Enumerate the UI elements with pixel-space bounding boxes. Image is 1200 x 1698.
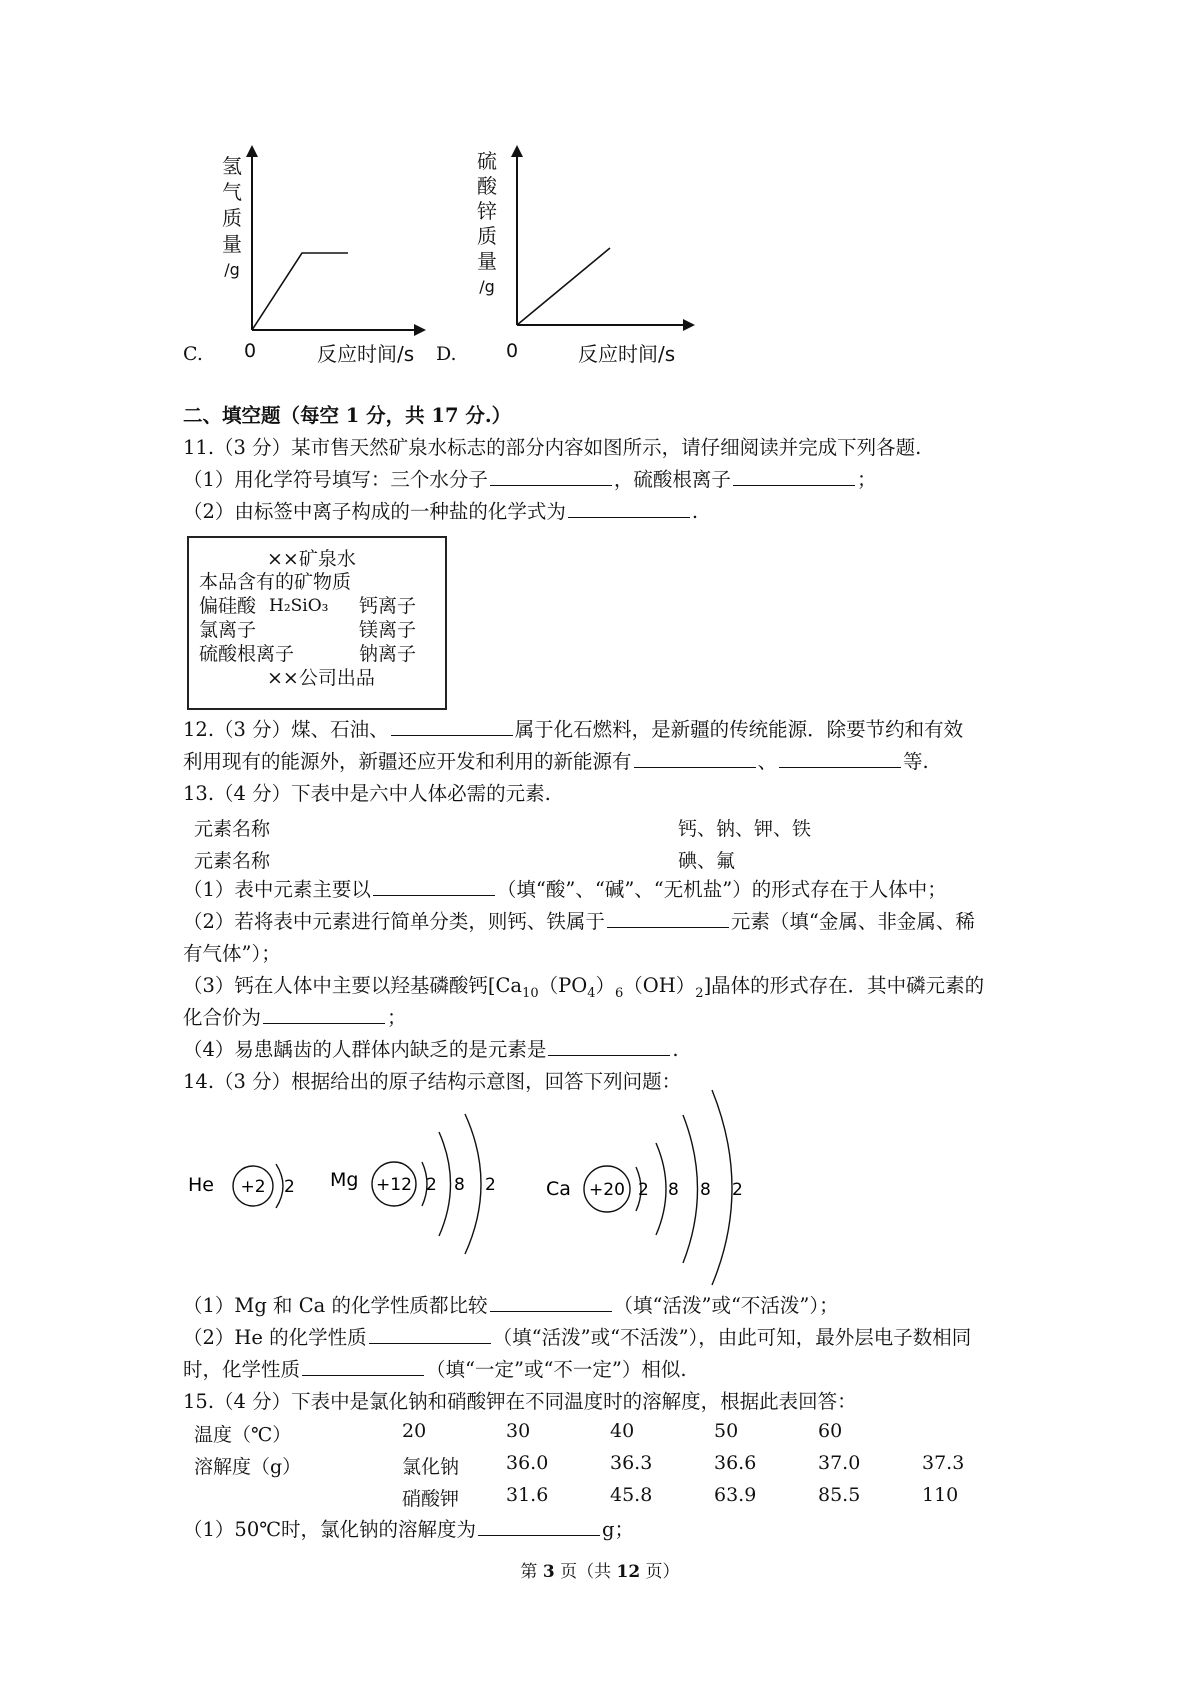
answer-blank[interactable] [302, 1355, 424, 1376]
atom-symbol: He [188, 1174, 214, 1196]
atom-symbol: Mg [330, 1169, 359, 1191]
q14-text: （填“活泼”或“不活泼”）； [613, 1294, 839, 1317]
answer-blank[interactable] [568, 497, 690, 518]
answer-blank[interactable] [391, 715, 513, 736]
label-line2-left: 偏硅酸 [199, 595, 257, 617]
shell-electrons: 8 [454, 1175, 465, 1195]
electron-shell [465, 1114, 481, 1254]
graph-c-ylabel-char: 量 [222, 232, 242, 256]
electron-shell [276, 1164, 283, 1208]
label-line1: 本品含有的矿物质 [199, 571, 352, 593]
q13-text: （3）钙在人体中主要以羟基磷酸钙[Ca [183, 974, 523, 997]
electron-shell [712, 1090, 732, 1285]
footer-text: 页（共 [554, 1562, 617, 1582]
q12-text: 等. [903, 750, 929, 773]
graph-c-xlabel: 反应时间/s [317, 342, 415, 366]
shell-electrons: 2 [485, 1175, 496, 1195]
shell-electrons: 2 [732, 1180, 743, 1200]
q11-part2 [183, 496, 698, 528]
q13-text: （OH） [623, 974, 696, 997]
graph-d-x-arrow [683, 319, 695, 331]
graph-d-ylabel-char: /g [479, 277, 495, 296]
graph-d-ylabel-char: 质 [477, 224, 497, 248]
q14-part1 [183, 1290, 839, 1322]
q13-part4 [183, 1034, 679, 1066]
graph-c-ylabel [220, 153, 244, 283]
graph-c-ylabel-char: 质 [222, 206, 242, 230]
table-kno3-name: 硝酸钾 [402, 1488, 460, 1510]
label-line3-right: 镁离子 [359, 619, 417, 641]
q13-row1-label: 元素名称 [194, 818, 271, 840]
table-temp: 30 [506, 1420, 531, 1442]
answer-blank[interactable] [373, 875, 495, 896]
subscript: 6 [615, 985, 624, 1001]
q13-part2-cont: 有气体”）； [183, 942, 281, 965]
q13-part2 [183, 906, 975, 938]
atom-symbol: Ca [546, 1178, 571, 1200]
q13-row1-value: 钙、钠、钾、铁 [678, 818, 812, 840]
graph-d-curve [517, 248, 610, 325]
q12-line2 [183, 746, 929, 778]
graph-d-ylabel-char: 锌 [477, 199, 497, 223]
q15-stem: 15.（4 分）下表中是氯化钠和硝酸钾在不同温度时的溶解度，根据此表回答： [183, 1390, 857, 1413]
shell-electrons: 2 [284, 1177, 295, 1197]
q15-part1 [183, 1514, 634, 1546]
q14-text: （1）Mg 和 Ca 的化学性质都比较 [183, 1294, 488, 1317]
q13-part1 [183, 874, 947, 906]
label-line2-right: 钙离子 [359, 595, 417, 617]
graph-c-ylabel-char: /g [224, 260, 240, 279]
nucleus-charge: +2 [240, 1177, 266, 1197]
page-footer [0, 1557, 1200, 1582]
q13-text: ； [387, 1006, 407, 1029]
graph-c-y-arrow [246, 145, 258, 157]
atom-diagram-ca [540, 1085, 770, 1290]
q11-part2-text: . [691, 500, 699, 523]
q11-part1-text: ，硫酸根离子 [613, 468, 731, 491]
table-temp: 50 [714, 1420, 739, 1442]
q12-text: 、 [757, 750, 778, 773]
table-cell: 37.0 [818, 1452, 861, 1474]
label-footer: ××公司出品 [267, 667, 375, 689]
q13-text: （填“酸”、“碱”、“无机盐”）的形式存在于人体中； [496, 878, 947, 901]
q13-text: （PO [538, 974, 588, 997]
q12-text: 属于化石燃料，是新疆的传统能源．除要节约和有效 [514, 718, 964, 741]
answer-blank[interactable] [369, 1323, 491, 1344]
q15-text: g； [602, 1518, 635, 1541]
table-cell: 85.5 [818, 1484, 861, 1506]
q13-text: 元素（填“金属、非金属、稀 [730, 910, 975, 933]
q14-text: （2）He 的化学性质 [183, 1326, 367, 1349]
table-temp: 20 [402, 1420, 427, 1442]
q11-part1-text: ； [856, 468, 877, 491]
q15-text: （1）50℃时，氯化钠的溶解度为 [183, 1518, 477, 1541]
electron-shell [439, 1132, 451, 1236]
table-cell: 36.3 [610, 1452, 653, 1474]
nucleus-charge: +12 [376, 1175, 412, 1195]
table-temp: 40 [610, 1420, 635, 1442]
graph-d-ylabel-char: 硫 [477, 149, 497, 173]
label-line3-left: 氯离子 [199, 619, 257, 641]
table-cell: 31.6 [506, 1484, 549, 1506]
label-line4-right: 钠离子 [359, 643, 417, 665]
footer-total-pages: 12 [616, 1562, 641, 1582]
graph-d-xlabel: 反应时间/s [578, 342, 676, 366]
table-cell: 45.8 [610, 1484, 653, 1506]
table-cell: 36.0 [506, 1452, 549, 1474]
q11-part1-text: （1）用化学符号填写：三个水分子 [183, 468, 488, 491]
q13-text: 化合价为 [183, 1006, 262, 1029]
subscript: 4 [587, 985, 596, 1001]
q11-stem: 11.（3 分）某市售天然矿泉水标志的部分内容如图所示，请仔细阅读并完成下列各题. [183, 436, 922, 459]
table-cell: 36.6 [714, 1452, 757, 1474]
atom-diagram-he [180, 1140, 310, 1230]
answer-blank[interactable] [263, 1003, 385, 1024]
q13-text: （1）表中元素主要以 [183, 878, 371, 901]
graph-c-ylabel-char: 氢 [222, 154, 242, 178]
graph-c-origin: 0 [244, 340, 257, 362]
q14-stem: 14.（3 分）根据给出的原子结构示意图，回答下列问题： [183, 1070, 682, 1093]
q14-part2-cont [183, 1354, 687, 1386]
footer-page-number: 3 [542, 1562, 555, 1582]
table-nacl-name: 氯化钠 [402, 1456, 460, 1478]
table-cell: 110 [922, 1484, 959, 1506]
q13-text: （2）若将表中元素进行简单分类，则钙、铁属于 [183, 910, 605, 933]
graph-d-ylabel-char: 量 [477, 249, 497, 273]
footer-text: 第 [520, 1562, 543, 1582]
q13-row2-label: 元素名称 [194, 850, 271, 872]
shell-electrons: 2 [426, 1175, 437, 1195]
q12-text: 12.（3 分）煤、石油、 [183, 718, 389, 741]
answer-blank[interactable] [490, 465, 612, 486]
graph-d-ylabel [475, 149, 499, 299]
table-sol-label: 溶解度（g） [194, 1456, 302, 1478]
nucleus-charge: +20 [589, 1180, 625, 1200]
q13-text: ） [595, 974, 616, 997]
section-title: 二、填空题（每空 1 分，共 17 分.） [183, 404, 512, 427]
table-header-label: 温度（℃） [194, 1424, 292, 1446]
q11-part1 [183, 464, 876, 496]
electron-shell [656, 1143, 666, 1235]
q14-text: 时，化学性质 [183, 1358, 301, 1381]
mineral-water-label [187, 536, 447, 710]
q14-part2 [183, 1322, 971, 1354]
q13-text: . [672, 1038, 679, 1061]
graph-d-ylabel-char: 酸 [477, 174, 497, 198]
answer-blank[interactable] [607, 907, 729, 928]
q13-stem: 13.（4 分）下表中是六中人体必需的元素. [183, 782, 551, 805]
q13-row2-value: 碘、氟 [678, 850, 736, 872]
q14-text: （填“一定”或“不一定”）相似. [426, 1358, 687, 1381]
label-line4-left: 硫酸根离子 [199, 643, 295, 665]
electron-shell [683, 1115, 698, 1263]
q13-text: （4）易患龋齿的人群体内缺乏的是元素是 [183, 1038, 547, 1061]
shell-electrons: 8 [668, 1180, 679, 1200]
table-cell: 63.9 [714, 1484, 757, 1506]
label-line2-formula: H₂SiO₃ [269, 596, 329, 616]
q11-part2-text: （2）由标签中离子构成的一种盐的化学式为 [183, 500, 566, 523]
table-temp: 60 [818, 1420, 843, 1442]
graph-d-origin: 0 [506, 340, 519, 362]
graph-c-x-arrow [414, 324, 426, 336]
answer-blank[interactable] [548, 1035, 670, 1056]
answer-blank[interactable] [733, 465, 855, 486]
q13-part3-cont [183, 1002, 407, 1034]
shell-electrons: 2 [638, 1180, 649, 1200]
answer-blank[interactable] [634, 747, 756, 768]
graph-d-option: D. [436, 343, 457, 365]
graph-c-option: C. [183, 343, 203, 365]
q12-line1 [183, 714, 963, 746]
answer-blank[interactable] [490, 1291, 612, 1312]
q12-text: 利用现有的能源外，新疆还应开发和利用的新能源有 [183, 750, 632, 773]
subscript: 10 [522, 985, 539, 1001]
graph-c-ylabel-char: 气 [222, 180, 242, 204]
q14-text: （填“活泼”或“不活泼”），由此可知，最外层电子数相同 [492, 1326, 972, 1349]
table-cell: 37.3 [922, 1452, 965, 1474]
atom-diagram-mg [322, 1100, 522, 1260]
subscript: 2 [695, 985, 704, 1001]
q13-text: ]晶体的形式存在．其中磷元素的 [703, 974, 985, 997]
answer-blank[interactable] [779, 747, 901, 768]
answer-blank[interactable] [478, 1515, 600, 1536]
graph-c-curve [252, 253, 348, 330]
footer-text: 页） [640, 1562, 680, 1582]
graph-d-y-arrow [511, 145, 523, 157]
label-title: ××矿泉水 [267, 548, 356, 570]
shell-electrons: 8 [700, 1180, 711, 1200]
